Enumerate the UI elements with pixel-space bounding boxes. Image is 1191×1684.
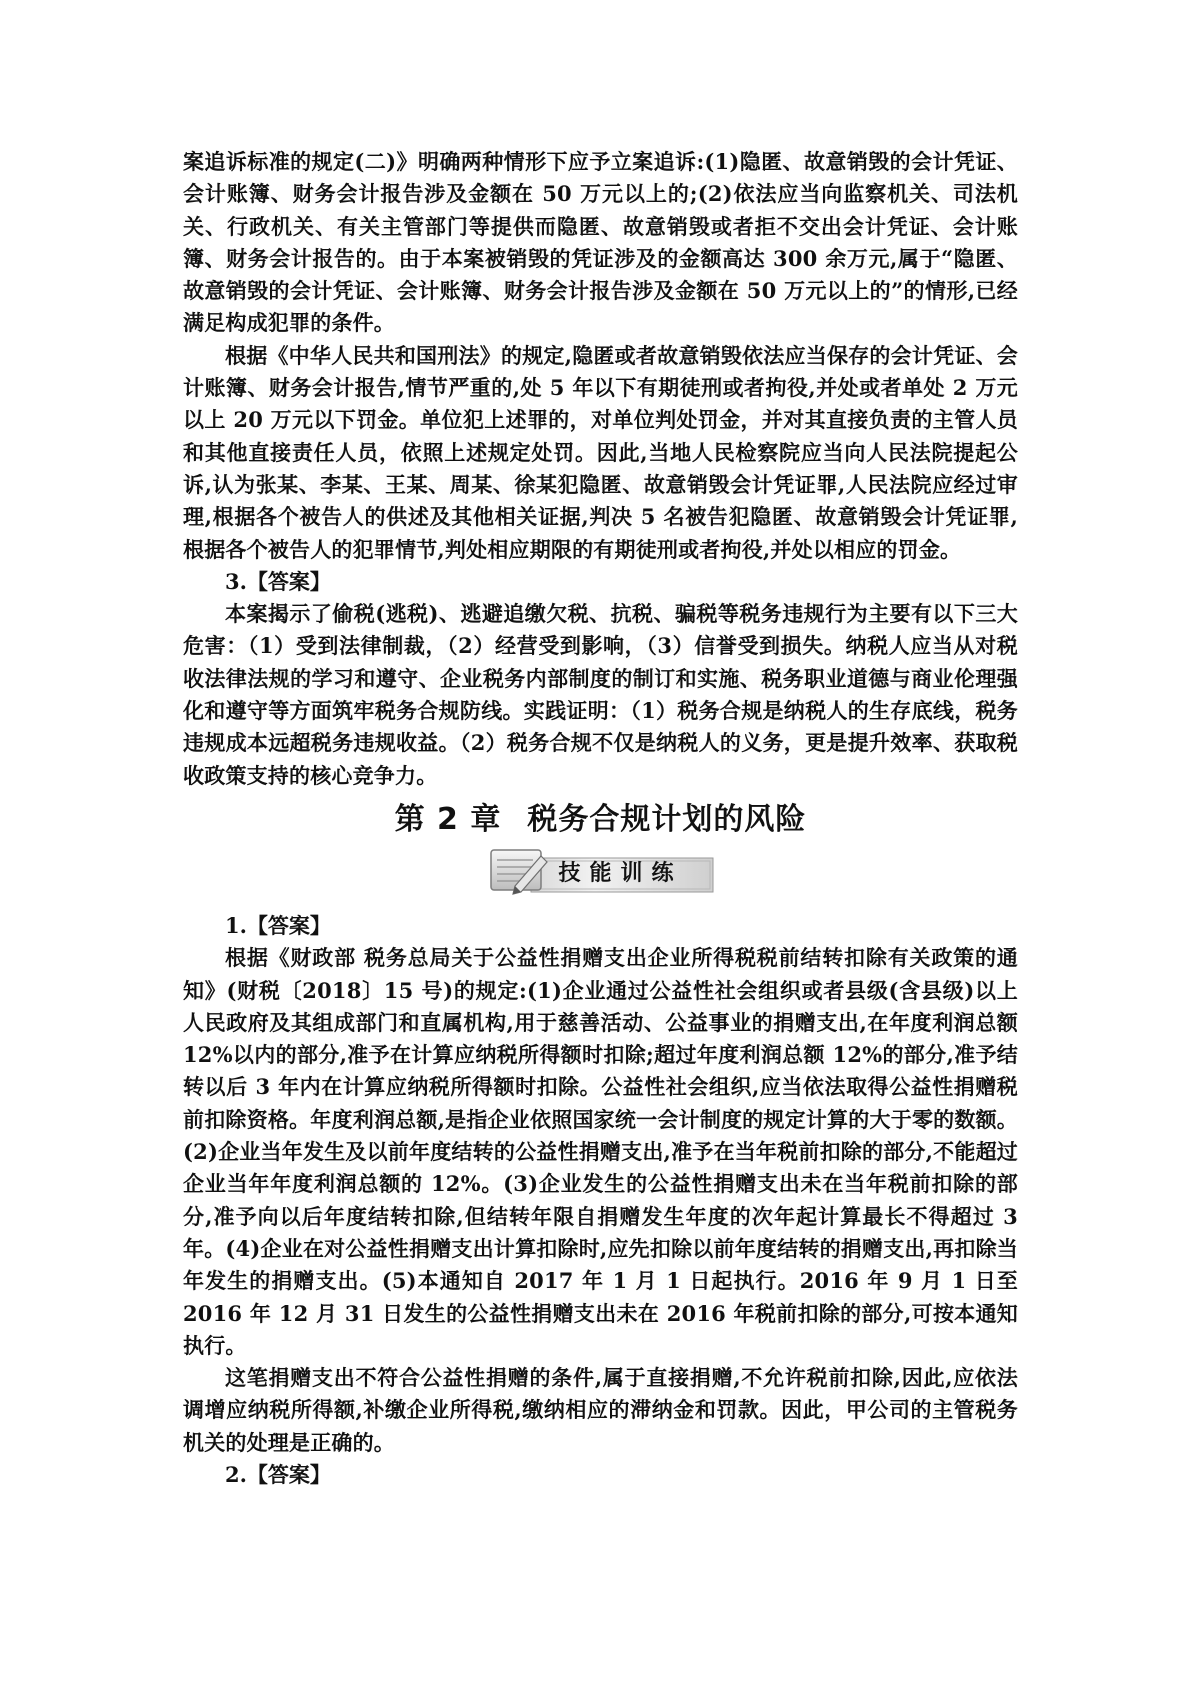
- paragraph-donation-conclusion: 这笔捐赠支出不符合公益性捐赠的条件,属于直接捐赠,不允许税前扣除,因此,应依法调增应纳税所得额,补缴企业所得税,缴纳相应的滞纳金和罚款。因此，甲公司的主管税务机关的处理是正确的。: [183, 1365, 1018, 1455]
- chapter-number: 第 2 章: [394, 801, 502, 837]
- answer-heading-2: 2.【答案】: [225, 1461, 331, 1487]
- skill-training-banner: [485, 846, 717, 896]
- document-page: [183, 146, 1018, 1491]
- paragraph-criminal-law-penalty: 根据《中华人民共和国刑法》的规定,隐匿或者故意销毁依法应当保存的会计凭证、会计账簿、财务会计报告,情节严重的,处 5 年以下有期徒刑或者拘役,并处或者单处 2 万元以上 20 万元以下罚金。单位犯上述罪的，对单位判处罚金，并对其直接负责的主管人员和其他直接责任人员，依照上述规定处罚。因此,当地人民检察院应当向人民法院提起公诉,认为张某、李某、王某、周某、徐某犯隐匿、故意销毁会计凭证罪,人民法院应经过审理,根据各个被告人的供述及其他相关证据,判决 5 名被告犯隐匿、故意销毁会计凭证罪,根据各个被告人的犯罪情节,判处相应期限的有期徒刑或者拘役,并处以相应的罚金。: [183, 342, 1018, 562]
- paragraph-tax-violation-harms: 本案揭示了偷税(逃税)、逃避追缴欠税、抗税、骗税等税务违规行为主要有以下三大危害：（1）受到法律制裁，（2）经营受到影响，（3）信誉受到损失。纳税人应当从对税收法律法规的学习和遵守、企业税务内部制度的制订和实施、税务职业道德与商业伦理强化和遵守等方面筑牢税务合规防线。实践证明：（1）税务合规是纳税人的生存底线，税务违规成本远超税务违规收益。（2）税务合规不仅是纳税人的义务，更是提升效率、获取税收政策支持的核心竞争力。: [183, 601, 1018, 788]
- answer-heading-1: 1.【答案】: [225, 912, 331, 938]
- chapter-title: [183, 798, 1018, 842]
- skill-training-label: 技能训练: [558, 860, 683, 886]
- paragraph-criminal-filing-standard: 案追诉标准的规定(二)》明确两种情形下应予立案追诉:(1)隐匿、故意销毁的会计凭证、会计账簿、财务会计报告涉及金额在 50 万元以上的;(2)依法应当向监察机关、司法机关、行政机关、有关主管部门等提供而隐匿、故意销毁或者拒不交出会计凭证、会计账簿、财务会计报告的。由于本案被销毁的凭证涉及的金额高达 300 余万元,属于“隐匿、故意销毁的会计凭证、会计账簿、财务会计报告涉及金额在 50 万元以上的”的情形,已经满足构成犯罪的条件。: [183, 149, 1018, 336]
- answer-heading-3: 3.【答案】: [225, 568, 331, 594]
- chapter-title-text: 税务合规计划的风险: [527, 801, 807, 837]
- paragraph-charitable-donation-policy: 根据《财政部 税务总局关于公益性捐赠支出企业所得税税前结转扣除有关政策的通知》(财税〔2018〕15 号)的规定:(1)企业通过公益性社会组织或者县级(含县级)以上人民政府及其组成部门和直属机构,用于慈善活动、公益事业的捐赠支出,在年度利润总额 12%以内的部分,准予在计算应纳税所得额时扣除;超过年度利润总额 12%的部分,准予结转以后 3 年内在计算应纳税所得额时扣除。公益性社会组织,应当依法取得公益性捐赠税前扣除资格。年度利润总额,是指企业依照国家统一会计制度的规定计算的大于零的数额。(2)企业当年发生及以前年度结转的公益性捐赠支出,准予在当年税前扣除的部分,不能超过企业当年年度利润总额的 12%。(3)企业发生的公益性捐赠支出未在当年税前扣除的部分,准予向以后年度结转扣除,但结转年限自捐赠发生年度的次年起计算最长不得超过 3 年。(4)企业在对公益性捐赠支出计算扣除时,应先扣除以前年度结转的捐赠支出,再扣除当年发生的捐赠支出。(5)本通知自 2017 年 1 月 1 日起执行。2016 年 9 月 1 日至 2016 年 12 月 31 日发生的公益性捐赠支出未在 2016 年税前扣除的部分,可按本通知执行。: [183, 945, 1018, 1358]
